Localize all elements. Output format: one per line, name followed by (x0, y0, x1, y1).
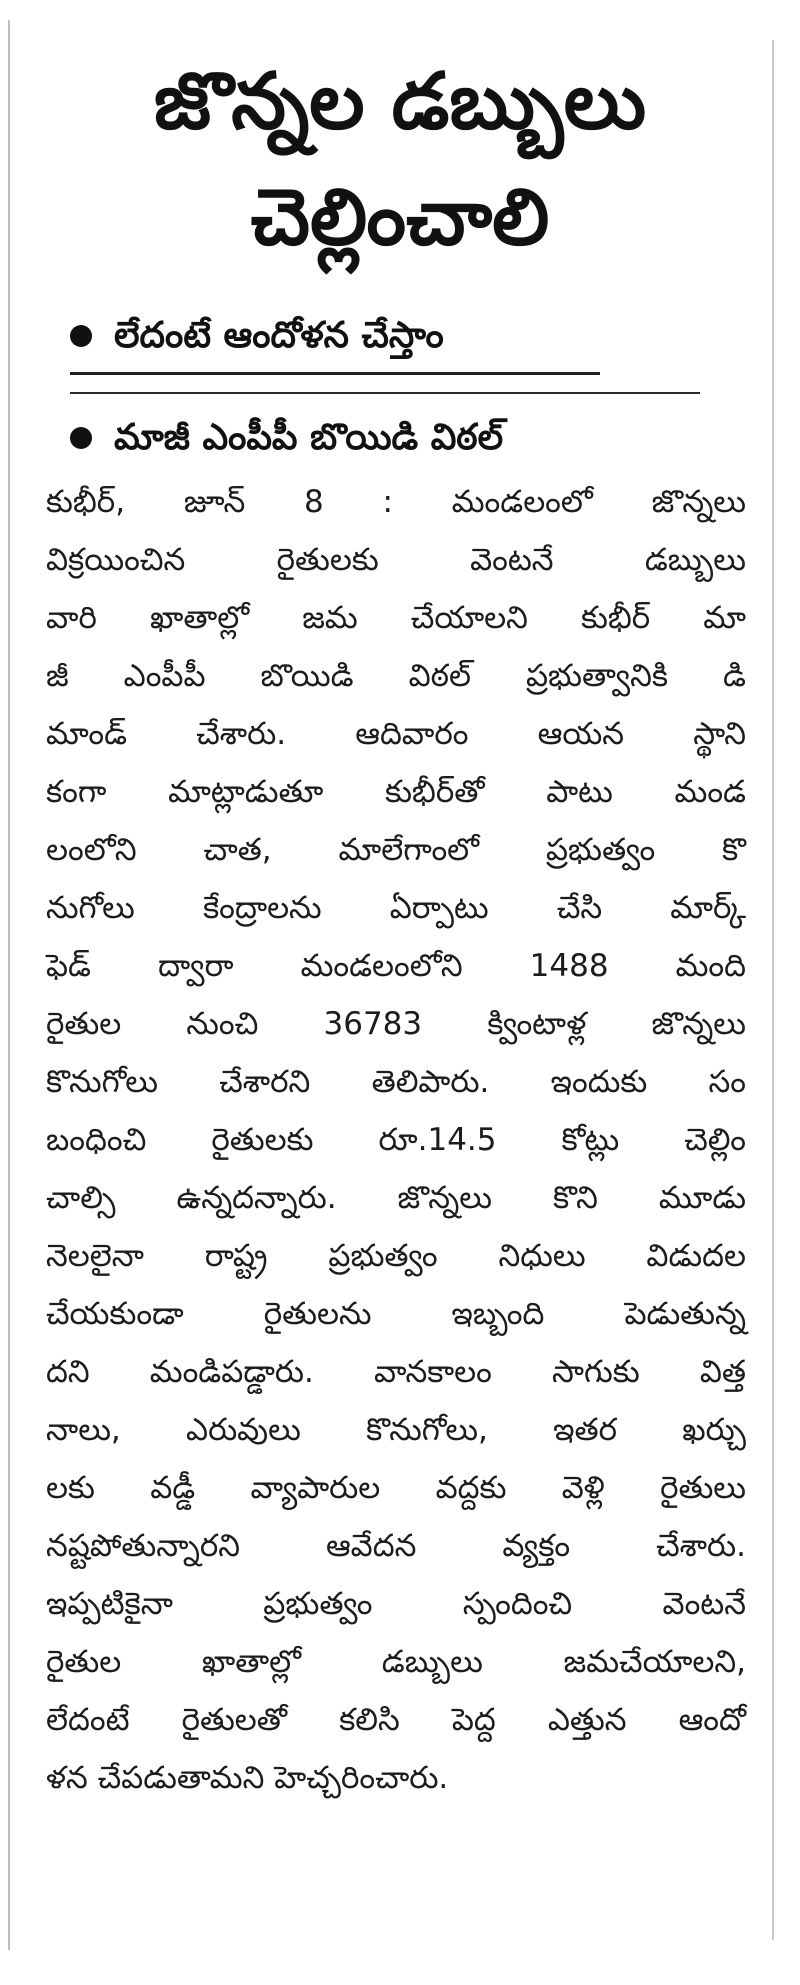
body-line: ళన చేపడుతామని హెచ్చరించారు. (46, 1760, 449, 1796)
subhead-1 (70, 306, 444, 366)
body-line: చేయకుండా రైతులను ఇబ్బంది పెడుతున్న (46, 1296, 746, 1332)
subhead-2-text: మాజీ ఎంపీపీ బొయిడి విఠల్ (114, 417, 504, 458)
body-line: ఇప్పటికైనా ప్రభుత్వం స్పందించి వెంటనే (46, 1586, 746, 1622)
body-line: కుభీర్, జూన్ 8 : మండలంలో జొన్నలు (46, 484, 746, 520)
body-line: దని మండిపడ్డారు. వానకాలం సాగుకు విత్త (46, 1354, 746, 1390)
body-line: రైతుల ఖాతాల్లో డబ్బులు జమచేయాలని, (46, 1644, 746, 1680)
body-line: నెలలైనా రాష్ట్ర ప్రభుత్వం నిధులు విడుదల (46, 1238, 746, 1274)
body-line: లంలోని చాత, మాలేగాంలో ప్రభుత్వం కొ (46, 832, 746, 868)
body-line: నష్టపోతున్నారని ఆవేదన వ్యక్తం చేశారు. (46, 1528, 746, 1564)
headline-line-2: చెల్లించాలి (250, 173, 550, 263)
bullet-icon (70, 427, 92, 449)
column-rule-right (772, 40, 774, 1940)
body-line: మాండ్ చేశారు. ఆదివారం ఆయన స్థాని (46, 716, 746, 752)
headline-line-1: జొన్నల డబ్బులు (153, 57, 647, 147)
subhead-divider (70, 392, 700, 394)
body-line: జీ ఎంపీపీ బొయిడి విఠల్ ప్రభుత్వానికి డి (46, 658, 746, 694)
body-line: కంగా మాట్లాడుతూ కుభీర్‌తో పాటు మండ (46, 774, 746, 810)
body-line: వారి ఖాతాల్లో జమ చేయాలని కుభీర్ మా (46, 600, 746, 636)
body-line: నాలు, ఎరువులు కొనుగోలు, ఇతర ఖర్చు (46, 1412, 746, 1448)
body-line: విక్రయించిన రైతులకు వెంటనే డబ్బులు (46, 542, 746, 578)
column-rule-left (8, 20, 10, 1950)
body-line: రైతుల నుంచి 36783 క్వింటాళ్ల జొన్నలు (46, 1006, 746, 1042)
body-line: చాల్సి ఉన్నదన్నారు. జొన్నలు కొని మూడు (46, 1180, 746, 1216)
bullet-icon (70, 325, 92, 347)
body-line: బంధించి రైతులకు రూ.14.5 కోట్లు చెల్లిం (46, 1122, 746, 1158)
body-line: లేదంటే రైతులతో కలిసి పెద్ద ఎత్తున ఆందో (46, 1702, 746, 1738)
body-line: ఫెడ్ ద్వారా మండలంలోని 1488 మంది (46, 948, 746, 984)
body-line: లకు వడ్డీ వ్యాపారుల వద్దకు వెళ్లి రైతులు (46, 1470, 746, 1506)
subhead-2 (70, 408, 503, 468)
body-line: నుగోలు కేంద్రాలను ఏర్పాటు చేసి మార్క్ (46, 890, 746, 926)
subhead-1-text: లేదంటే ఆందోళన చేస్తాం (114, 315, 444, 356)
body-line: కొనుగోలు చేశారని తెలిపారు. ఇందుకు సం (46, 1064, 746, 1100)
subhead-underline (70, 372, 600, 375)
